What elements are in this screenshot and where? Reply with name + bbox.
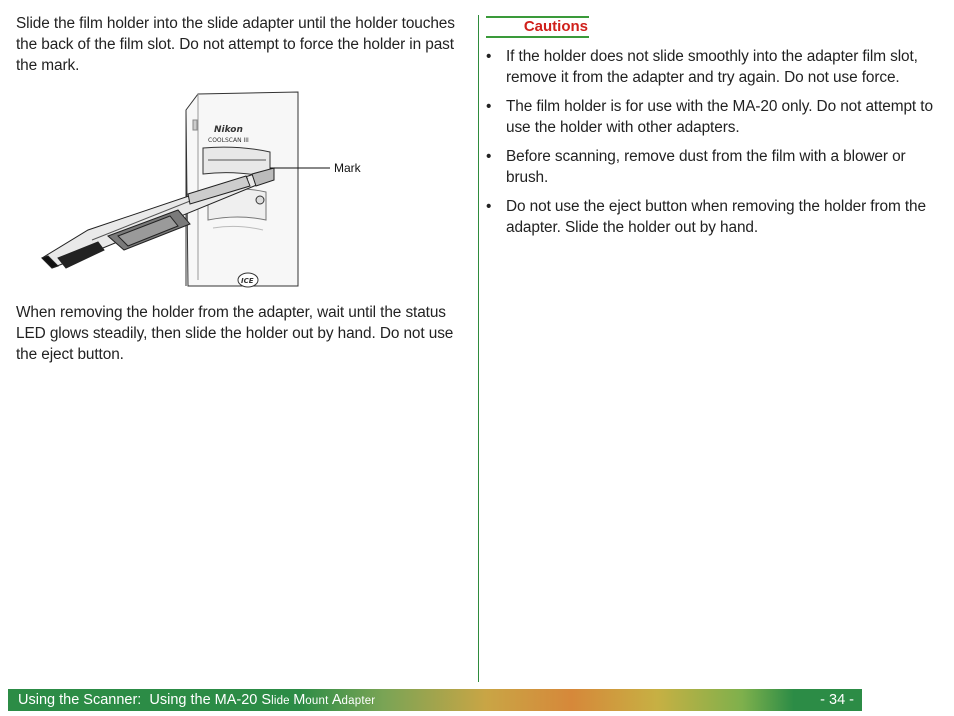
column-divider	[478, 15, 479, 682]
caution-item	[486, 196, 942, 238]
instruction-paragraph-remove: When removing the holder from the adapter, wait until the status LED glows steadily, then slide the holder out by hand. Do not use the eject button.	[16, 304, 454, 363]
caution-text: If the holder does not slide smoothly into the adapter film slot, remove it from the adapter and try again. Do not use force.	[506, 48, 918, 86]
bullet-icon: •	[486, 98, 492, 115]
scanner-film-holder-illustration	[38, 90, 378, 290]
ice-badge	[238, 273, 258, 287]
svg-text:ICE: ICE	[241, 277, 254, 285]
scanner-model-label: COOLSCAN III	[208, 137, 249, 144]
bullet-icon: •	[486, 198, 492, 215]
scanner-brand-logo: Nikon	[214, 125, 243, 135]
cautions-heading: Cautions	[486, 16, 589, 38]
footer-section-title: Using the Scanner: Using the MA-20 Slide Mount Adapter	[18, 692, 376, 708]
caution-item	[486, 96, 942, 138]
bullet-icon: •	[486, 48, 492, 65]
bullet-icon: •	[486, 148, 492, 165]
cautions-list	[486, 46, 942, 246]
instruction-paragraph-insert: Slide the film holder into the slide adapter until the holder touches the back of the film slot. Do not attempt to force the holder in past the mark.	[16, 15, 455, 74]
footer-bar	[8, 689, 862, 711]
caution-text: Before scanning, remove dust from the film with a blower or brush.	[506, 148, 906, 186]
page-number: - 34 -	[820, 692, 854, 708]
caution-item	[486, 146, 942, 188]
caution-item	[486, 46, 942, 88]
caution-text: Do not use the eject button when removing the holder from the adapter. Slide the holder out by hand.	[506, 198, 926, 236]
mark-label: Mark	[334, 161, 361, 175]
caution-text: The film holder is for use with the MA-20 only. Do not attempt to use the holder with other adapters.	[506, 98, 933, 136]
